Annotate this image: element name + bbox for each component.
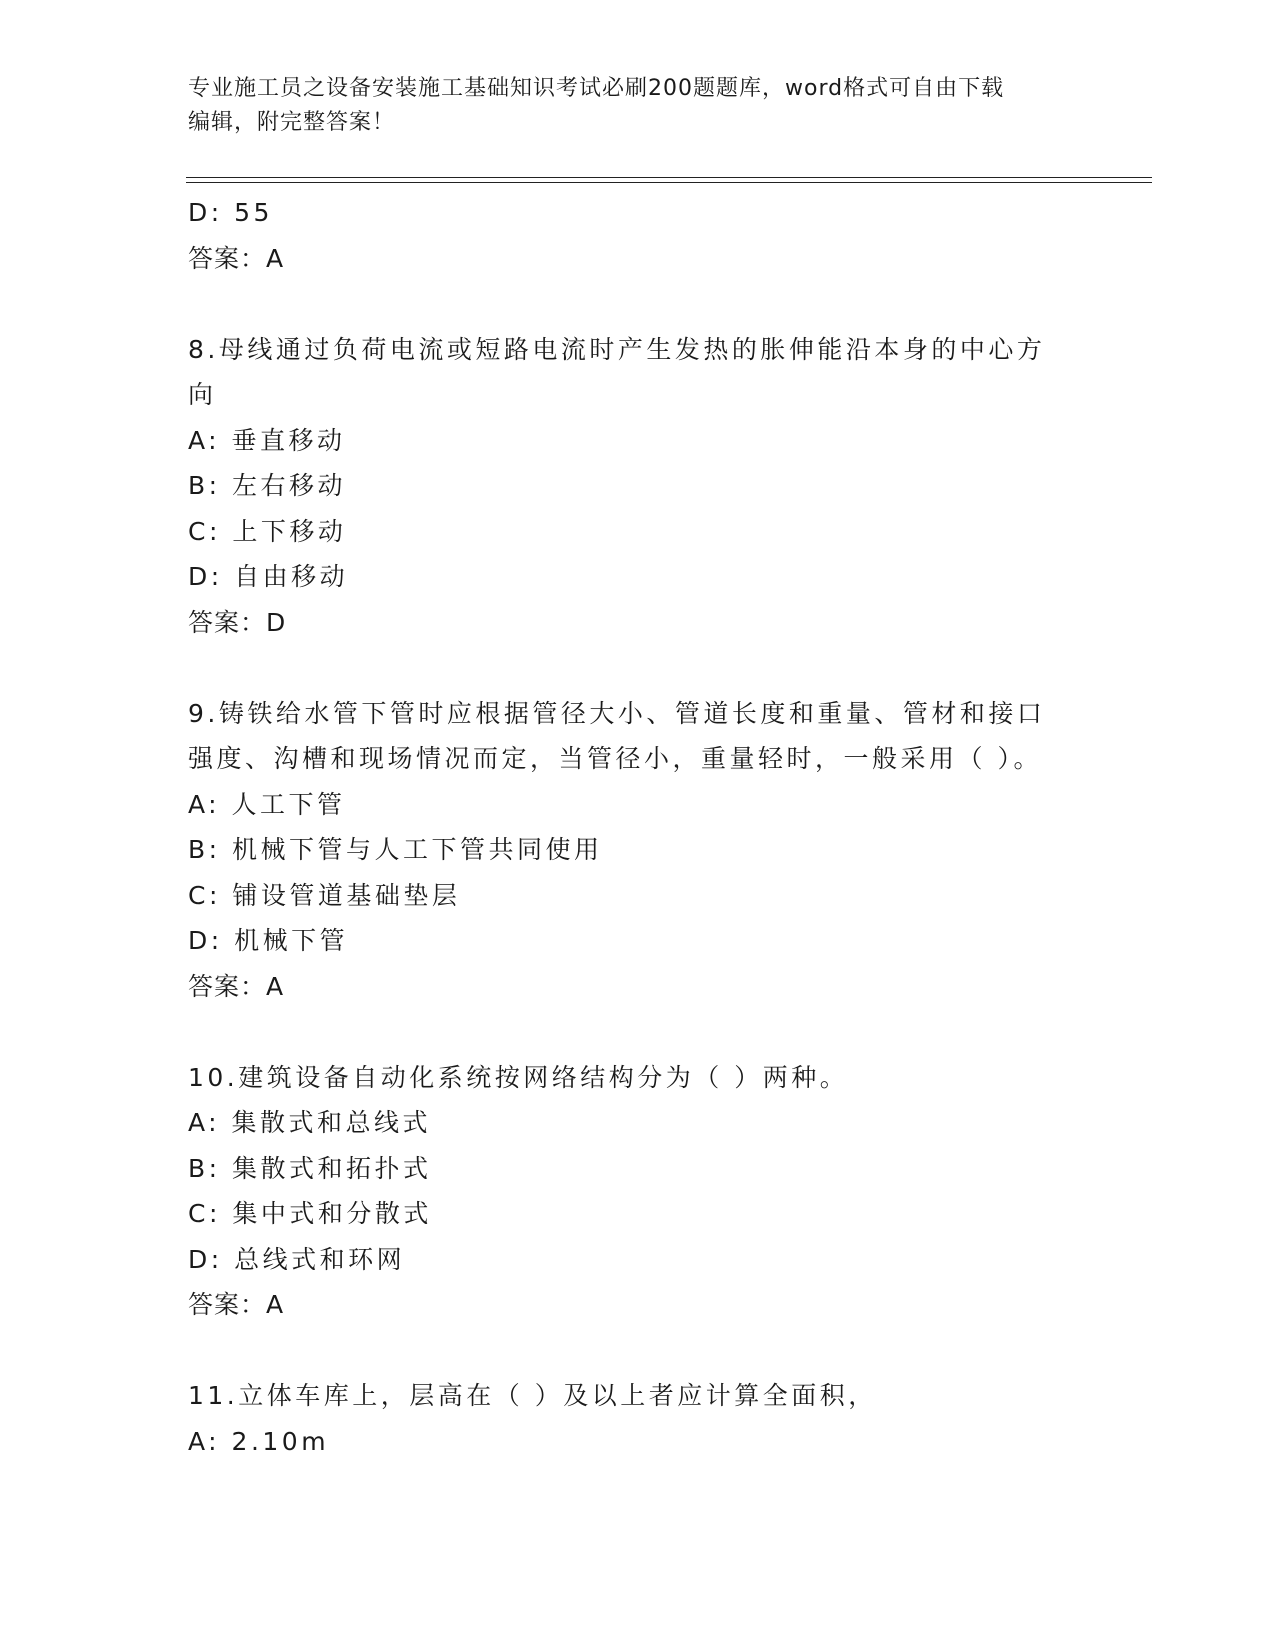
option-c: C: 铺设管道基础垫层 xyxy=(188,880,461,910)
header-divider-top xyxy=(186,177,1152,178)
question-10 xyxy=(188,1055,1088,1328)
question-stem: 9.铸铁给水管下管时应根据管径大小、管道长度和重量、管材和接口 xyxy=(188,698,1046,728)
option-d: D: 55 xyxy=(188,198,273,227)
question-stem-continued: 向 xyxy=(188,380,217,409)
option-a: A: 2.10m xyxy=(188,1426,330,1456)
option-d: D: 总线式和环网 xyxy=(188,1244,406,1274)
answer: 答案：A xyxy=(188,971,285,1001)
question-list xyxy=(188,190,1088,1464)
answer: 答案：D xyxy=(188,607,287,637)
option-b: B: 集散式和拓扑式 xyxy=(188,1153,432,1183)
header-line-2: 编辑，附完整答案！ xyxy=(188,110,396,135)
question-stem: 10.建筑设备自动化系统按网络结构分为（ ）两种。 xyxy=(188,1062,849,1092)
answer: 答案：A xyxy=(188,243,285,273)
question-9 xyxy=(188,691,1088,1010)
question-stem: 8.母线通过负荷电流或短路电流时产生发热的胀伸能沿本身的中心方 xyxy=(188,334,1046,364)
option-c: C: 集中式和分散式 xyxy=(188,1199,432,1228)
question-stem-continued: 强度、沟槽和现场情况而定，当管径小，重量轻时，一般采用（ ）。 xyxy=(188,744,1042,773)
header-line-1: 专业施工员之设备安装施工基础知识考试必刷200题题库，word格式可自由下载 xyxy=(188,76,1005,101)
option-c: C: 上下移动 xyxy=(188,516,347,546)
option-a: A: 垂直移动 xyxy=(188,425,346,455)
question-11 xyxy=(188,1373,1088,1464)
previous-question-tail xyxy=(188,190,1088,281)
question-8 xyxy=(188,327,1088,646)
option-b: B: 机械下管与人工下管共同使用 xyxy=(188,835,603,864)
option-d: D: 机械下管 xyxy=(188,926,349,955)
document-header xyxy=(188,72,1068,140)
option-a: A: 集散式和总线式 xyxy=(188,1108,432,1137)
option-b: B: 左右移动 xyxy=(188,471,347,500)
header-divider-bottom xyxy=(186,182,1152,183)
option-d: D: 自由移动 xyxy=(188,562,349,591)
question-stem: 11.立体车库上，层高在（ ）及以上者应计算全面积， xyxy=(188,1381,877,1410)
option-a: A: 人工下管 xyxy=(188,789,346,819)
answer: 答案：A xyxy=(188,1290,285,1319)
